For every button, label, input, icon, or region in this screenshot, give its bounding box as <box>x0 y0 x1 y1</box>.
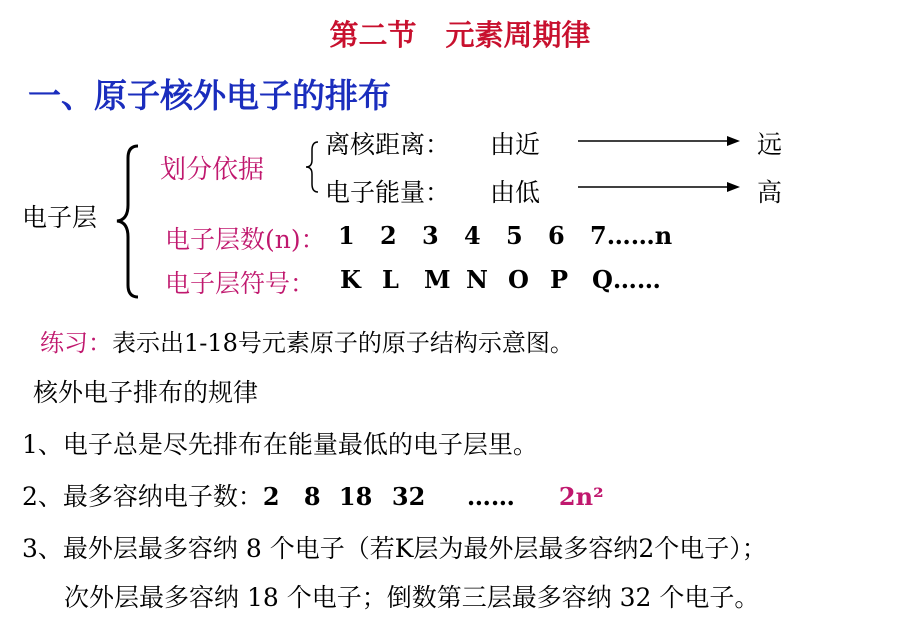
shell-symbol-label: 电子层符号： <box>165 269 316 298</box>
shell-symbol-k: K <box>340 265 361 294</box>
shell-count-7n: 7……n <box>590 221 673 250</box>
shell-symbol-q: Q…… <box>592 265 661 294</box>
arrow-low-high <box>578 182 740 192</box>
shell-count-1: 1 <box>338 221 355 250</box>
shell-symbol-o: O <box>508 265 529 294</box>
basis-energy-to: 高 <box>757 178 783 207</box>
large-brace <box>117 146 138 297</box>
basis-distance-from: 由近 <box>490 130 541 159</box>
rule-3-line-2: 次外层最多容纳 18 个电子；倒数第三层最多容纳 32 个电子。 <box>64 583 760 612</box>
exercise-line <box>40 323 574 358</box>
shell-symbol-l: L <box>382 265 399 294</box>
basis-label: 划分依据 <box>160 155 265 185</box>
basis-distance-name: 离核距离： <box>325 130 451 159</box>
rule-2-value-18: 18 <box>338 482 373 511</box>
shell-count-3: 3 <box>422 221 439 250</box>
rule-3-line-1: 3、最外层最多容纳 8 个电子（若K层为最外层最多容纳2个电子）； <box>22 534 767 563</box>
rule-2-value-8: 8 <box>303 482 321 511</box>
basis-energy-from: 由低 <box>490 178 541 207</box>
small-brace <box>306 142 318 192</box>
shell-label: 电子层 <box>22 203 98 232</box>
shell-count-4: 4 <box>464 221 481 250</box>
section-heading: 一、原子核外电子的排布 <box>28 76 391 115</box>
shell-symbol-n: N <box>466 265 488 294</box>
rule-2-value-ellipsis: …… <box>466 482 515 511</box>
rule-1: 1、电子总是尽先排布在能量最低的电子层里。 <box>22 430 538 459</box>
rule-2 <box>22 477 604 513</box>
exercise-text: 表示出1-18号元素原子的原子结构示意图。 <box>112 329 574 357</box>
basis-energy-name: 电子能量： <box>325 178 451 207</box>
rule-2-value-32: 32 <box>391 482 426 511</box>
shell-count-values <box>338 221 672 250</box>
shell-count-2: 2 <box>380 221 397 250</box>
rule-2-prefix: 2、最多容纳电子数： <box>22 482 263 511</box>
shell-count-6: 6 <box>548 221 565 250</box>
shell-count-5: 5 <box>506 221 523 250</box>
shell-symbol-m: M <box>424 265 451 294</box>
page-title: 第二节 元素周期律 <box>329 18 591 52</box>
rules-heading: 核外电子排布的规律 <box>33 378 259 407</box>
exercise-label: 练习： <box>40 329 112 357</box>
shell-symbol-values <box>340 265 661 294</box>
shell-count-label: 电子层数(n)： <box>165 225 326 254</box>
rule-2-value-2: 2 <box>262 482 280 511</box>
basis-distance-to: 远 <box>757 130 783 159</box>
arrow-near-far <box>578 136 740 146</box>
rule-2-formula: 2n² <box>558 482 604 511</box>
shell-symbol-p: P <box>550 265 569 294</box>
